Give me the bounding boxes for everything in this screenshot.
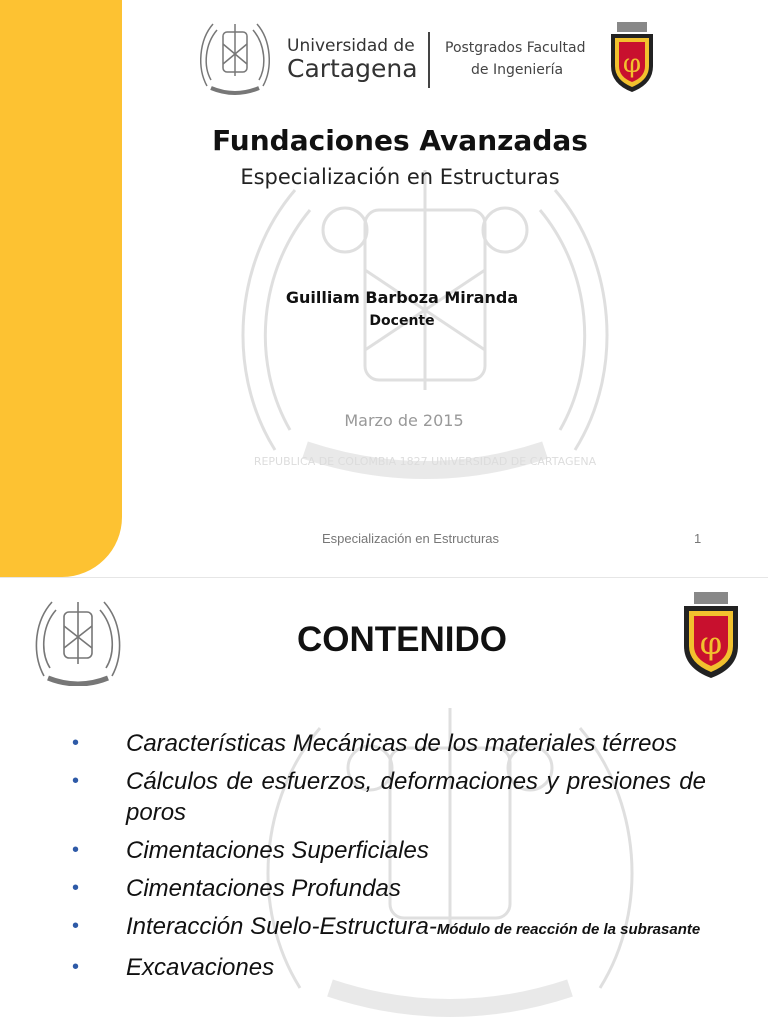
author-name: Guilliam Barboza Miranda — [285, 288, 519, 307]
bullet: • — [72, 915, 80, 937]
contents-heading: CONTENIDO — [297, 620, 507, 659]
list-item — [72, 911, 706, 945]
item-text: Cimentaciones Profundas — [126, 875, 401, 902]
list-item — [72, 835, 706, 866]
bullet: • — [72, 839, 80, 861]
list-item — [72, 952, 706, 983]
svg-text:φ: φ — [699, 624, 723, 662]
item-subtext: Módulo de reacción de la subrasante — [436, 921, 701, 938]
bullet: • — [72, 770, 80, 792]
item-text: Interacción Suelo-Estructura- — [126, 913, 437, 940]
list-item — [72, 766, 706, 828]
page-number: 1 — [694, 531, 702, 546]
bullet: • — [72, 956, 80, 978]
bullet: • — [72, 732, 80, 754]
contents-list — [72, 728, 706, 990]
seal-watermark-icon — [215, 150, 635, 510]
item-text: Cimentaciones Superficiales — [126, 837, 429, 864]
slide-subtitle: Especialización en Estructuras — [240, 165, 560, 189]
engineering-shield-icon — [607, 22, 657, 94]
university-name-line2: Cartagena — [287, 54, 418, 83]
list-item — [72, 873, 706, 904]
item-text: Cálculos de esfuerzos, deformaciones y presiones de poros — [126, 768, 706, 826]
postgrados-line1: Postgrados Facultad — [445, 40, 586, 56]
slide-title: Fundaciones Avanzadas — [212, 124, 588, 157]
watermark-text: REPUBLICA DE COLOMBIA 1827 UNIVERSIDAD DE CARTAGENA — [253, 455, 597, 468]
university-name-line1: Universidad de — [287, 36, 415, 56]
postgrados-line2: de Ingeniería — [471, 62, 564, 78]
header-logo — [195, 18, 655, 98]
presentation-date: Marzo de 2015 — [344, 411, 464, 430]
item-text: Características Mecánicas de los materiales térreos — [126, 730, 677, 757]
list-item — [72, 728, 706, 759]
svg-text:φ: φ — [622, 49, 642, 79]
item-text: Excavaciones — [126, 954, 275, 981]
bullet: • — [72, 877, 80, 899]
slide-footer: Especialización en Estructuras — [322, 531, 500, 546]
contents-slide — [0, 577, 768, 1025]
author-role: Docente — [369, 313, 435, 329]
logo-divider — [428, 32, 430, 88]
university-seal-icon — [195, 18, 275, 96]
